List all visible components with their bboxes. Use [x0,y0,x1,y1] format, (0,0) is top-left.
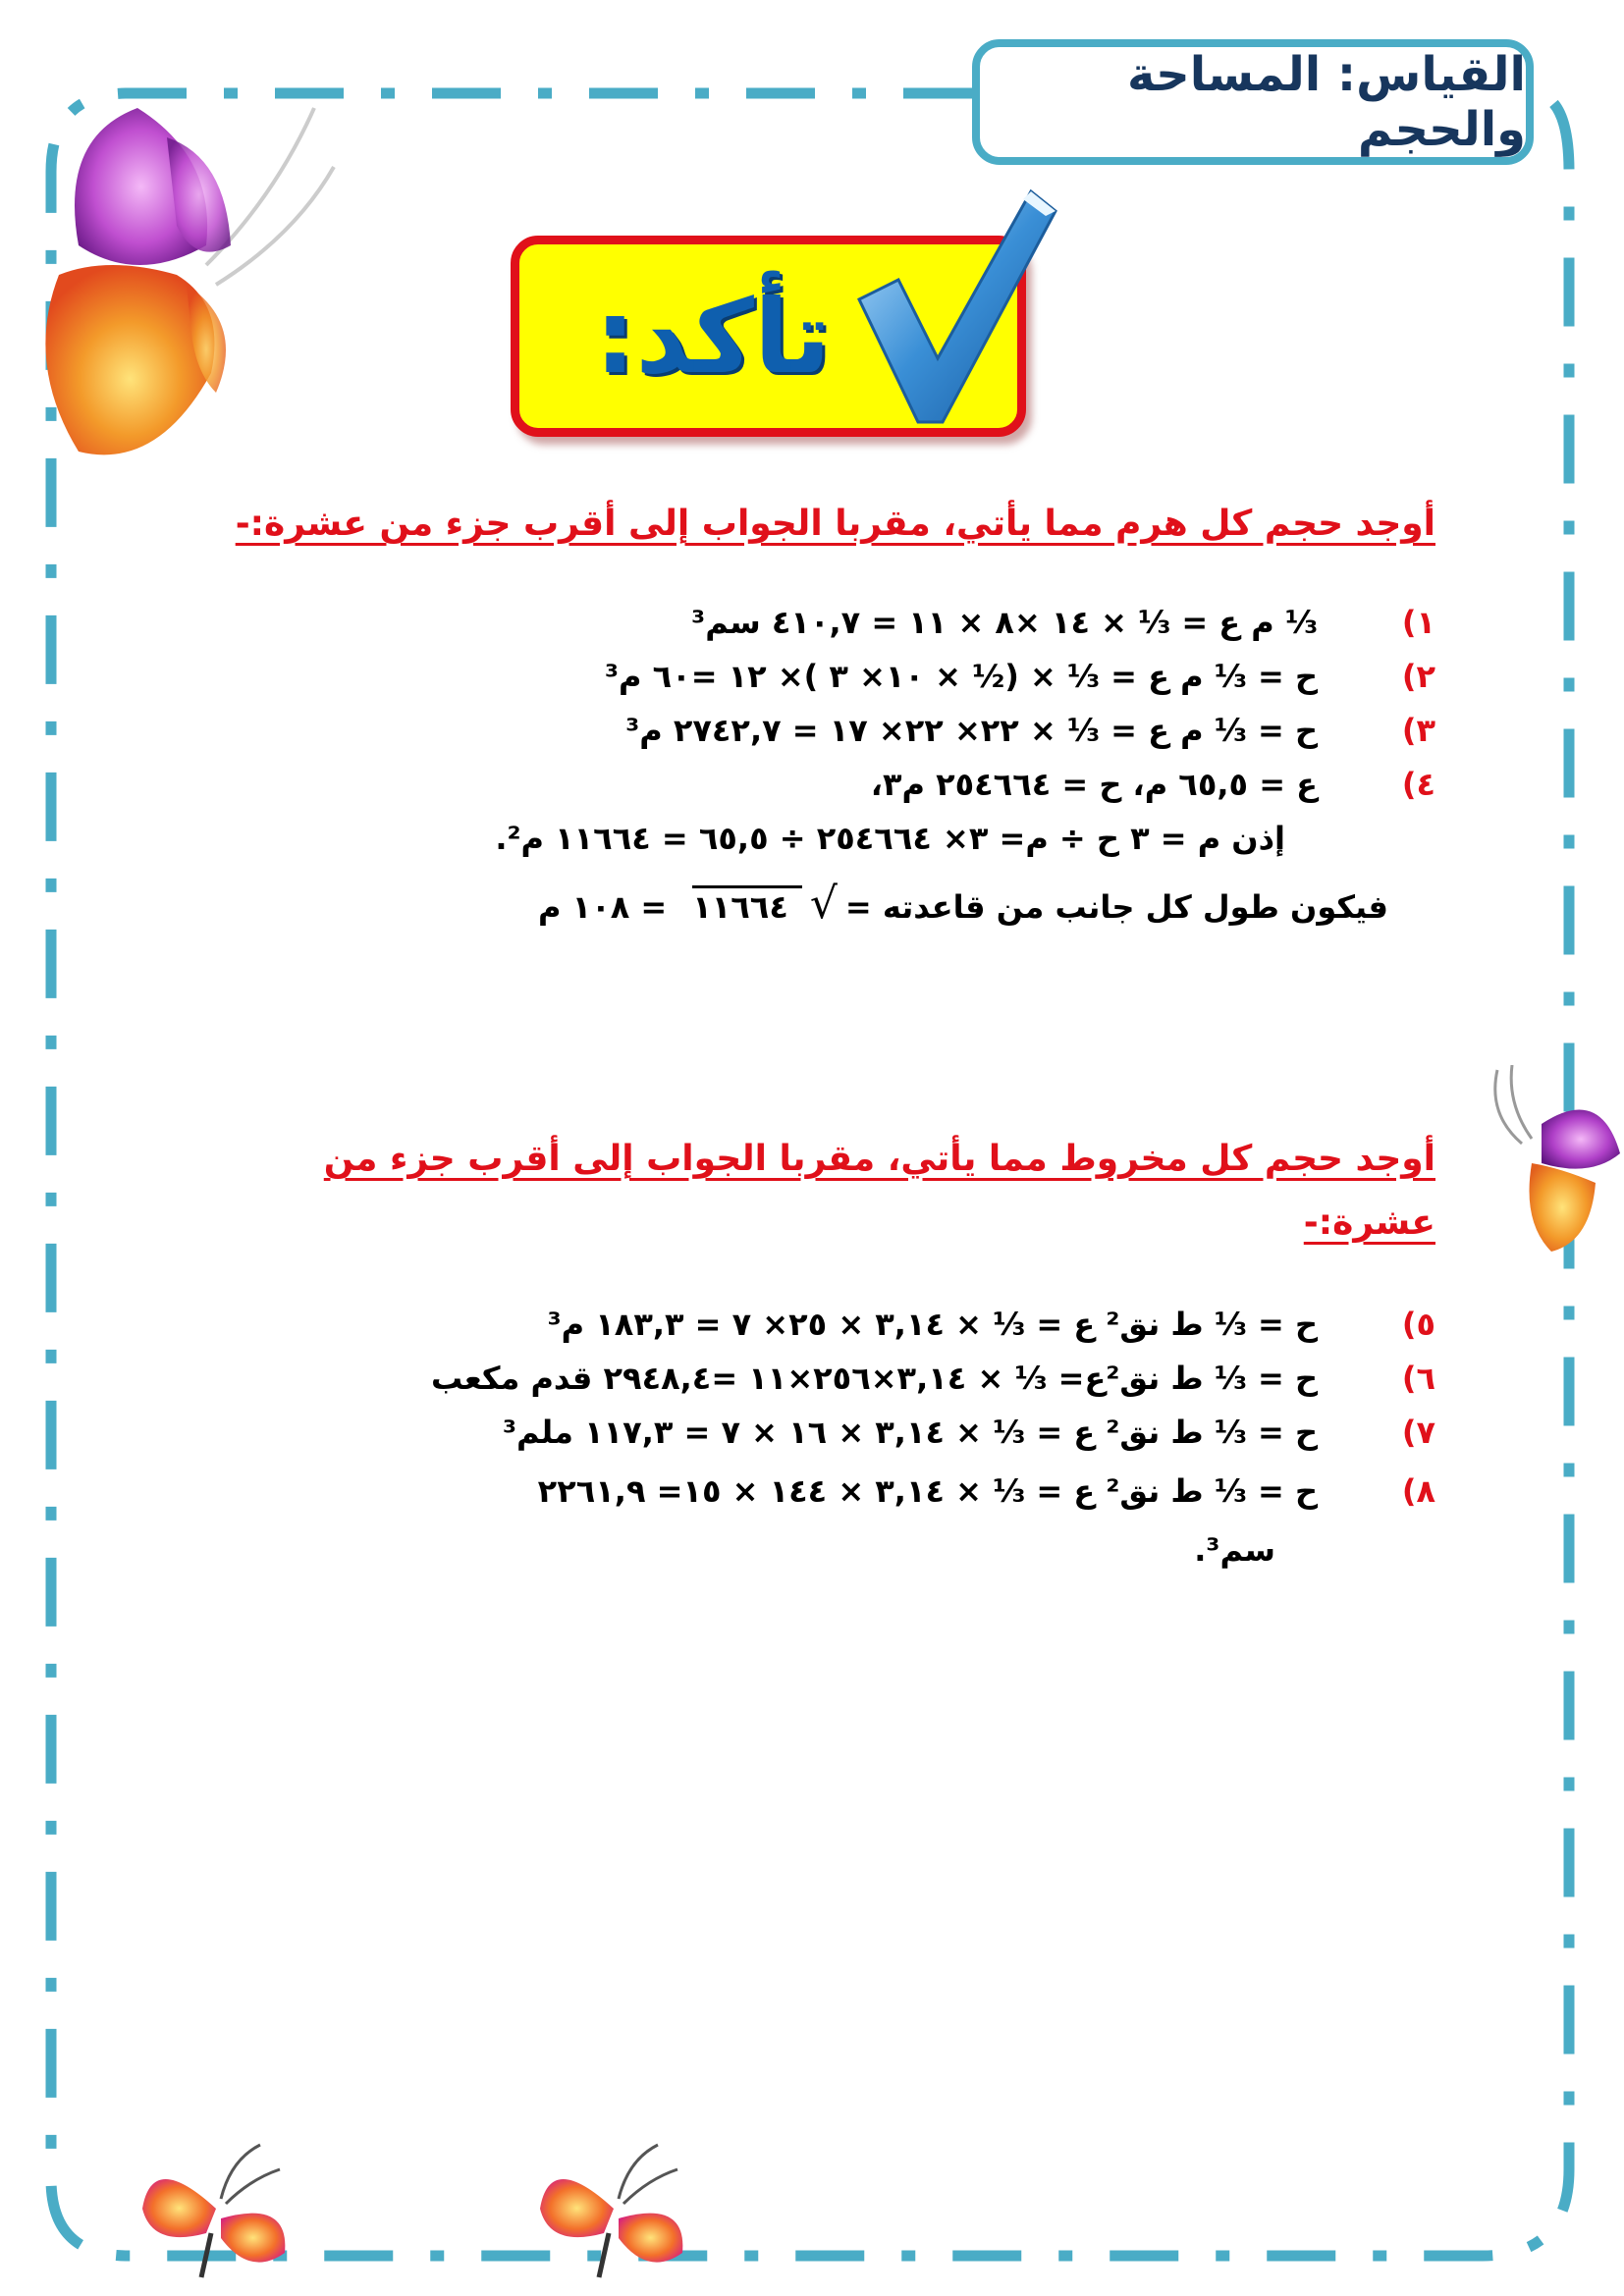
section2-heading-line2: عشرة:- [1303,1202,1435,1243]
list-item [431,1360,1435,1397]
item-number: ٨) [1401,1472,1435,1510]
butterfly-icon [1483,1065,1624,1261]
check-mark-icon [844,182,1070,437]
butterfly-icon [133,2140,299,2287]
list-item [691,604,1435,641]
page-title: القياس: المساحة والحجم [1126,47,1526,157]
list-item [625,712,1435,749]
side-result: = ١٠٨ م [538,888,668,926]
section2-heading-line1: أوجد حجم كل مخروط مما يأتي، مقربا الجواب إلى أقرب جزء من [323,1139,1435,1179]
item-expression: ح = ⅓ م ع = ⅓ × (½ × ١٠× ٣ )× ١٢ =٦٠ م³ [605,658,1318,695]
item-expression: ح = ⅓ م ع = ⅓ × ٢٢× ٢٢× ١٧ = ٢٧٤٢,٧ م³ [625,712,1318,749]
side-radicand: ١١٦٦٤ [692,885,802,926]
list-item [538,1472,1435,1510]
item-number: ٤) [1401,766,1435,803]
list-item [605,658,1435,695]
butterfly-icon [530,2140,697,2287]
item-expression: ح = ⅓ ط نق² ع = ⅓ × ٣,١٤ × ٢٥× ٧ = ١٨٣,٣ م³ [547,1306,1318,1343]
item-number: ٣) [1401,712,1435,749]
section1-heading: أوجد حجم كل هرم مما يأتي، مقربا الجواب إلى أقرب جزء من عشرة:- [235,504,1435,544]
list-item [503,1414,1435,1451]
butterfly-icon [20,79,344,491]
banner-label: تأكد: [594,276,831,397]
item-number: ٥) [1401,1306,1435,1343]
item-expression: ح = ⅓ ط نق²ع= ⅓ × ٣,١٤×٢٥٦×١١ =٢٩٤٨,٤ قدم مكعب [430,1360,1318,1397]
sqrt-icon: √ [809,879,838,929]
item-expression: ح = ⅓ ط نق² ع = ⅓ × ٣,١٤ × ١٦ × ٧ = ١١٧,٣ ملم³ [502,1414,1318,1451]
page-title-box [972,39,1534,165]
item-number: ١) [1401,604,1435,641]
item-expression: ⅓ م ع = ⅓ × ١٤ ×٨ × ١١ = ٤١٠,٧ سم³ [691,604,1318,641]
list-item [871,766,1435,803]
list-item [548,1306,1435,1343]
item-expression: ح = ⅓ ط نق² ع = ⅓ × ٣,١٤ × ١٤٤ × ١٥= ٢٢٦١,٩ [537,1472,1318,1510]
side-prefix: فيكون طول كل جانب من قاعدته = [844,888,1388,926]
item-expression: ع = ٦٥,٥ م، ح = ٢٥٤٦٦٤ م٣، [870,766,1318,803]
then-line: إذن م = ٣ ح ÷ م= ٣× ٢٥٤٦٦٤ ÷ ٦٥,٥ = ١١٦٦٤ م². [495,820,1285,857]
item8-continuation: سم³. [1194,1531,1275,1569]
side-length-line [538,879,1388,929]
item-number: ٢) [1401,658,1435,695]
item-number: ٧) [1401,1414,1435,1451]
item-number: ٦) [1401,1360,1435,1397]
